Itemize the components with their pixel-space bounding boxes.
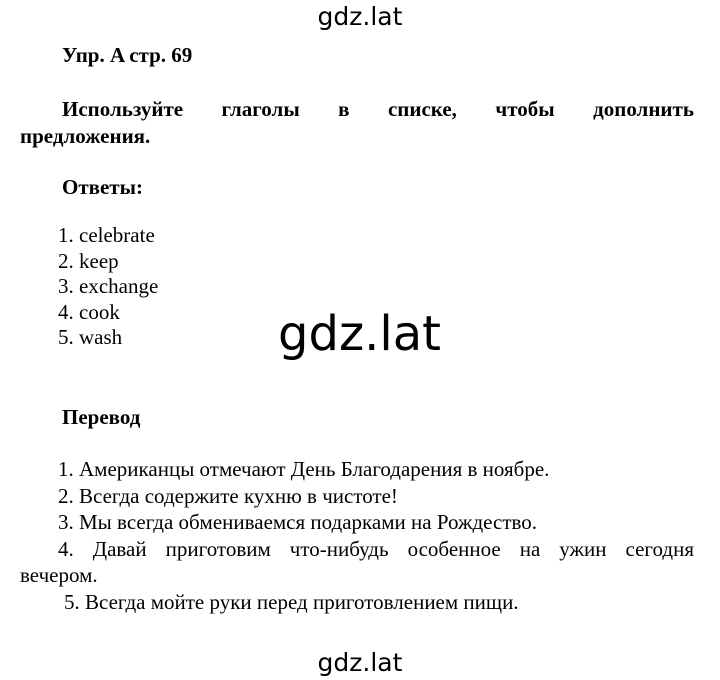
instruction-word: чтобы	[495, 97, 555, 121]
answer-item: 2. keep	[58, 248, 119, 273]
instruction-line-2: предложения.	[20, 124, 151, 148]
answer-item: 4. cook	[58, 299, 120, 324]
translation-sentence-1: 1. Американцы отмечают День Благодарения в ноябре.	[58, 457, 550, 481]
answer-item: 5. wash	[58, 325, 123, 349]
answer-item: 3. exchange	[58, 274, 159, 298]
instruction-word: в	[338, 97, 350, 121]
instruction-word: дополнить	[593, 97, 694, 121]
translation-word: особенное	[407, 536, 501, 561]
translation-sentence-4-continued: вечером.	[20, 563, 98, 587]
watermark-middle: gdz.lat	[278, 306, 441, 362]
instruction-word: Используйте	[62, 97, 184, 121]
translation-word: ужин	[559, 536, 607, 561]
instruction	[20, 96, 694, 150]
answers-heading: Ответы:	[62, 175, 144, 199]
instruction-word: списке,	[387, 97, 457, 121]
translation-word: сегодня	[625, 536, 694, 561]
translation-heading: Перевод	[62, 405, 141, 429]
instruction-word: глаголы	[221, 97, 300, 121]
translation-word: приготовим	[165, 536, 271, 561]
translation-sentence-2: 2. Всегда содержите кухню в чистоте!	[58, 483, 398, 508]
translation-sentence-5: 5. Всегда мойте руки перед приготовлением пищи.	[64, 589, 519, 614]
instruction-line-1	[20, 96, 694, 123]
watermark-bottom: gdz.lat	[317, 648, 403, 677]
translation-word: Давай	[92, 536, 147, 561]
translation-sentence-3: 3. Мы всегда обмениваемся подарками на Рождество.	[58, 510, 538, 534]
exercise-title: Упр. A стр. 69	[62, 43, 193, 67]
translation-word: 4.	[58, 536, 74, 561]
translation-word: на	[519, 536, 541, 561]
answers-list	[58, 223, 158, 351]
translation-sentence-4	[20, 536, 694, 563]
watermark-top: gdz.lat	[317, 2, 403, 31]
translation-word: что-нибудь	[289, 536, 389, 561]
answer-item: 1. celebrate	[58, 223, 155, 247]
translation-block	[20, 456, 694, 615]
